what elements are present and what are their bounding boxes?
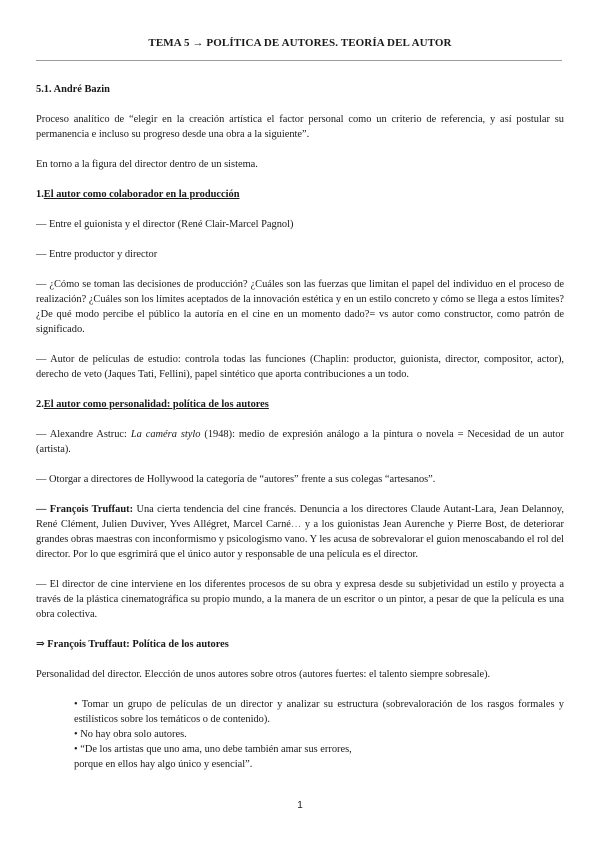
bullet-item-quote: • “De los artistas que uno ama, uno debe también amar sus errores, xyxy=(74,744,352,755)
bullet-item-quote-continued: porque en ellos hay algo único y esencial”. xyxy=(74,759,253,770)
hollywood-paragraph: — Otorgar a directores de Hollywood la categoría de “autores” frente a sus colegas “artesanos”. xyxy=(36,474,436,485)
subsection-2-heading xyxy=(36,397,564,412)
director-paragraph: — El director de cine interviene en los diferentes procesos de su obra y expresa desde su subjetividad un estilo y proyecta a través de la plástica cinematográfica su propio mundo, a la manera de un escritor o un pintor, a pesar de que la película es una obra colectiva. xyxy=(36,579,564,620)
subsection-1-title: El autor como colaborador en la producción xyxy=(43,189,240,200)
truffaut-name: — François Truffaut: xyxy=(36,504,134,515)
sub1-item-questions: — ¿Cómo se toman las decisiones de producción? ¿Cuáles son las fuerzas que limitan el papel del individuo en el proceso de realización? ¿Cuáles son los límites aceptados de la innovación estética y en un estilo concreto y cómo se llega a estos límites? ¿De qué modo percibe el público la autoría en el cine en un momento dado?= vs autor como constructor, como patrón de significado. xyxy=(36,279,564,335)
truffaut-part2: y a los guionistas Jean Aurenche y Pierre Bost, de deteriorar grandes obras maestras con inconformismo y psicologismo vano. Y les acusa de sobrevalorar el guion menoscabando el rol del director. Por lo que esgrimirá que el único autor y responsable de una película es el director. xyxy=(36,519,564,560)
subsection-1-heading xyxy=(36,187,564,202)
subsection-1-number: 1. xyxy=(36,189,44,200)
bullet-item-structure: • Tomar un grupo de películas de un director y analizar su estructura (sobrevaloración de los rasgos formales y estilísticos sobre los temáticos o de contenido). xyxy=(74,699,564,725)
astruc-paragraph xyxy=(36,427,564,457)
sub1-item-screenwriter: — Entre el guionista y el director (René Clair-Marcel Pagnol) xyxy=(36,219,294,230)
subsection-3-heading: ⇒ François Truffaut: Política de los autores xyxy=(36,639,229,650)
title-divider xyxy=(36,60,562,61)
astruc-rest: (1948): medio de expresión análogo a la pintura o novela = Necesidad de un autor (artista). xyxy=(36,429,564,455)
bullet-item-no-work: • No hay obra solo autores. xyxy=(74,729,187,740)
bullet-list xyxy=(74,697,564,772)
subsection-2-title: El autor como personalidad: política de los autores xyxy=(43,399,269,410)
section-heading: 5.1. André Bazin xyxy=(36,84,110,95)
truffaut-ellipsis: … xyxy=(290,519,302,530)
personality-paragraph: Personalidad del director. Elección de unos autores sobre otros (autores fuertes: el talento siempre sobresale). xyxy=(36,669,491,680)
astruc-name: — Alexandre Astruc: xyxy=(36,429,127,440)
sub1-item-producer: — Entre productor y director xyxy=(36,249,158,260)
sub1-item-studio-author: — Autor de películas de estudio: controla todas las funciones (Chaplin: productor, guionista, director, compositor, actor), derecho de veto (Jaques Tati, Fellini), papel sintético que aporta contribuciones a un todo. xyxy=(36,354,564,380)
truffaut-paragraph xyxy=(36,502,564,562)
page-number: 1 xyxy=(297,800,303,811)
subsection-2-number: 2. xyxy=(36,399,44,410)
context-paragraph: En torno a la figura del director dentro de un sistema. xyxy=(36,159,258,170)
truffaut-part1: Una cierta tendencia del cine francés. Denuncia a los directores Claude Autant-Lara, Jean Delannoy, René Clément, Julien Duviver, Yves Allégret, Marcel Carné xyxy=(36,504,564,530)
astruc-work: La caméra stylo xyxy=(130,429,201,440)
document-title: TEMA 5 → POLÍTICA DE AUTORES. TEORÍA DEL AUTOR xyxy=(148,37,452,49)
document-body xyxy=(36,82,564,772)
intro-paragraph: Proceso analítico de “elegir en la creación artística el factor personal como un criterio de referencia, y así postular su permanencia e incluso su progreso desde una obra a la siguiente”. xyxy=(36,114,564,140)
